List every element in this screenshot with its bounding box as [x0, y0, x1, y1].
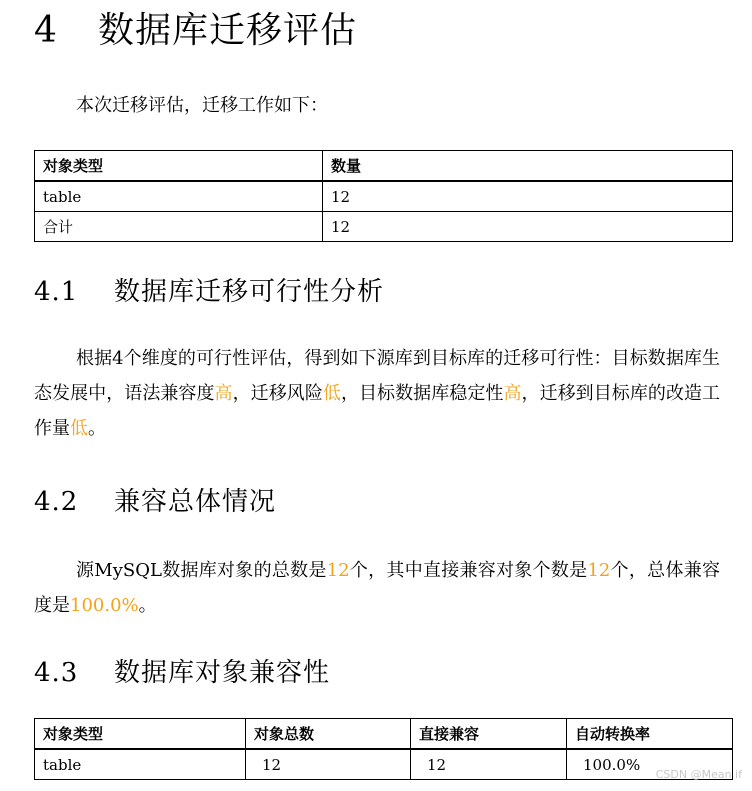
- header-cell-object-total: 对象总数: [246, 719, 411, 750]
- highlight-value: 高: [503, 383, 522, 404]
- section-number: 4.2: [34, 487, 79, 517]
- feasibility-paragraph: [34, 341, 720, 446]
- table-header-row: [35, 719, 733, 750]
- header-cell-count: 数量: [323, 151, 733, 182]
- text-run: ，迁移到目标库的改造工作量: [34, 383, 721, 439]
- section-title: 数据库迁移可行性分析: [114, 277, 385, 307]
- table-row: [35, 181, 733, 212]
- section-heading-4-2: [34, 485, 276, 519]
- table-row: [35, 749, 733, 780]
- summary-table: [34, 150, 733, 242]
- highlight-value: 低: [322, 383, 341, 404]
- section-title: 数据库对象兼容性: [114, 658, 331, 688]
- text-run: 。: [138, 595, 157, 616]
- table-cell: table: [35, 181, 323, 212]
- text-run: 个，总体兼容度是: [34, 560, 721, 616]
- compatibility-paragraph: [34, 553, 720, 623]
- table-cell: 12: [323, 212, 733, 242]
- table-header-row: [35, 151, 733, 182]
- table-cell: 合计: [35, 212, 323, 242]
- text-run: 。: [88, 418, 106, 439]
- section-heading-4-1: [34, 275, 384, 309]
- chapter-title: 数据库迁移评估: [98, 10, 358, 51]
- text-run: 个，其中直接兼容对象个数是: [349, 560, 588, 581]
- table-cell: table: [35, 749, 246, 780]
- highlight-value: 高: [214, 383, 233, 404]
- table-cell: 12: [323, 181, 733, 212]
- highlight-value: 12: [587, 560, 611, 581]
- highlight-value: 12: [326, 560, 350, 581]
- section-number: 4.3: [34, 658, 79, 688]
- section-heading-4-3: [34, 656, 330, 690]
- header-cell-object-type: 对象类型: [35, 151, 323, 182]
- object-compatibility-table: [34, 718, 733, 780]
- table-cell: 12: [246, 749, 411, 780]
- text-run: ，目标数据库稳定性: [340, 383, 504, 404]
- table-cell: 12: [411, 749, 567, 780]
- text-run: ，迁移风险: [232, 383, 323, 404]
- highlight-value: 低: [70, 418, 88, 439]
- text-run: 源MySQL数据库对象的总数是: [76, 560, 327, 581]
- table-cell: 100.0%: [567, 749, 733, 780]
- chapter-number: 4: [34, 10, 58, 51]
- highlight-value: 100.0%: [70, 595, 139, 616]
- header-cell-direct-compatible: 直接兼容: [411, 719, 567, 750]
- text-run: 根据4个维度的可行性评估，得到如下源库到目标库的迁移可行性：目标数据库生态发展中，语法兼容度: [34, 348, 720, 404]
- section-number: 4.1: [34, 277, 79, 307]
- chapter-heading: [34, 8, 357, 54]
- header-cell-object-type: 对象类型: [35, 719, 246, 750]
- intro-paragraph: 本次迁移评估，迁移工作如下：: [76, 95, 328, 116]
- header-cell-auto-conversion-rate: 自动转换率: [567, 719, 733, 750]
- section-title: 兼容总体情况: [114, 487, 277, 517]
- table-row: [35, 212, 733, 242]
- watermark: CSDN @Mean if: [655, 768, 742, 781]
